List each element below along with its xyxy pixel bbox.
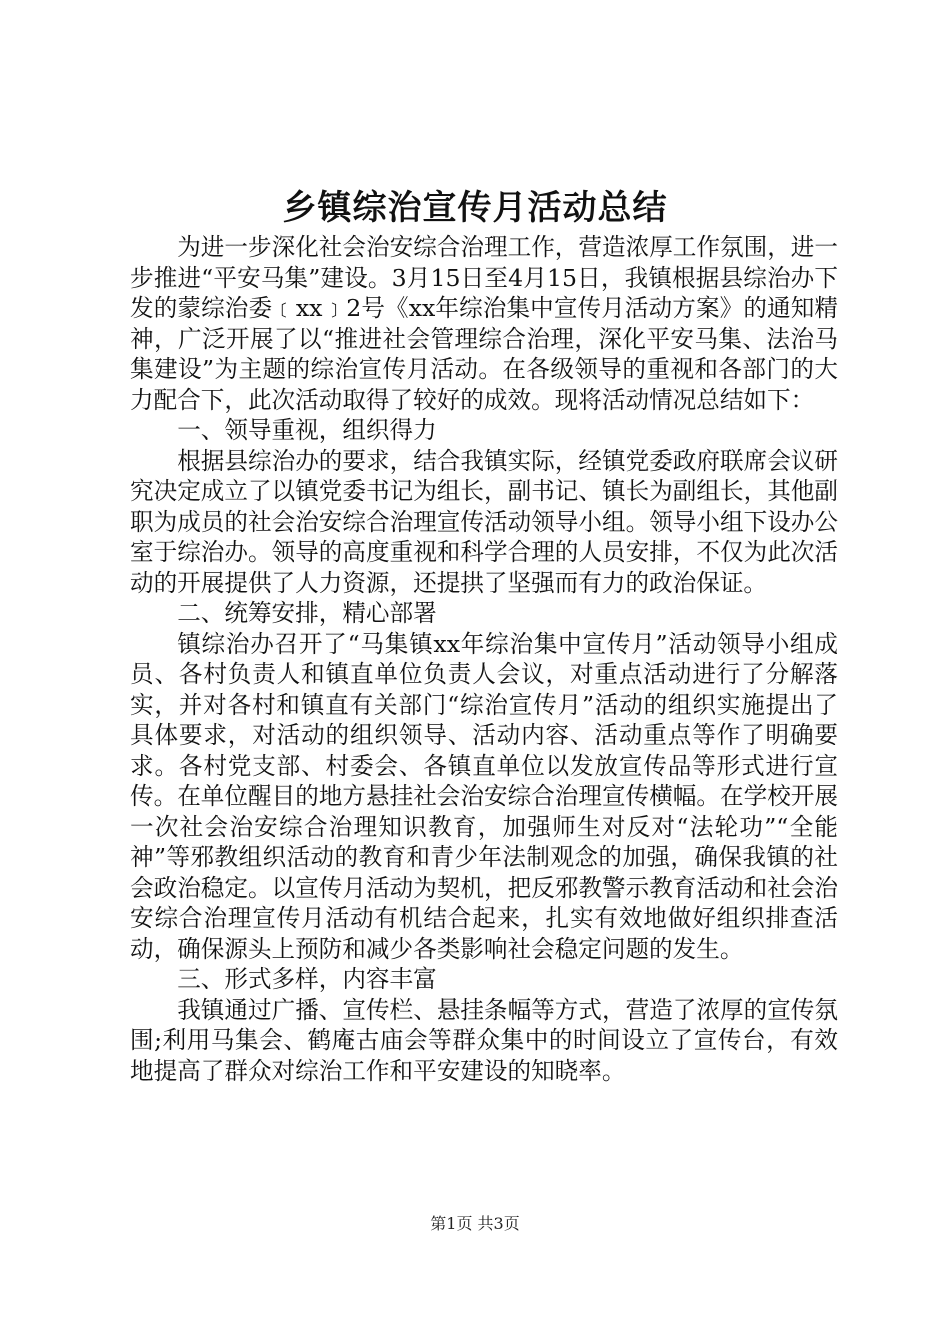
intro-paragraph: 为进一步深化社会治安综合治理工作，营造浓厚工作氛围，进一步推进“平安马集”建设。3月15日至4月15日，我镇根据县综治办下发的蒙综治委﹝xx﹞2号《xx年综治集中宣传月活动方案》的通知精神，广泛开展了以“推进社会管理综合治理，深化平安马集、法治马集建设”为主题的综治宣传月活动。在各级领导的重视和各部门的大力配合下，此次活动取得了较好的成效。现将活动情况总结如下： [130, 233, 838, 414]
document-body [130, 232, 838, 1086]
section-paragraph-2: 镇综治办召开了“马集镇xx年综治集中宣传月”活动领导小组成员、各村负责人和镇直单位负责人会议，对重点活动进行了分解落实，并对各村和镇直有关部门“综治宣传月”活动的组织实施提出了具体要求，对活动的组织领导、活动内容、活动重点等作了明确要求。各村党支部、村委会、各镇直单位以发放宣传品等形式进行宣传。在单位醒目的地方悬挂社会治安综合治理宣传横幅。在学校开展一次社会治安综合治理知识教育，加强师生对反对“法轮功”“全能神”等邪教组织活动的教育和青少年法制观念的加强，确保我镇的社会政治稳定。以宣传月活动为契机，把反邪教警示教育活动和社会治安综合治理宣传月活动有机结合起来，扎实有效地做好组织排查活动，确保源头上预防和减少各类影响社会稳定问题的发生。 [130, 629, 838, 963]
page-footer: 第1页 共3页 [430, 1214, 520, 1233]
section-heading-2: 二、统筹安排，精心部署 [177, 599, 437, 627]
section-heading-3: 三、形式多样，内容丰富 [177, 965, 437, 993]
section-paragraph-1: 根据县综治办的要求，结合我镇实际，经镇党委政府联席会议研究决定成立了以镇党委书记为组长，副书记、镇长为副组长，其他副职为成员的社会治安综合治理宣传活动领导小组。领导小组下设办公室于综治办。领导的高度重视和科学合理的人员安排，不仅为此次活动的开展提供了人力资源，还提拱了坚强而有力的政治保证。 [130, 446, 838, 597]
section-heading-1: 一、领导重视，组织得力 [177, 416, 437, 444]
section-paragraph-3: 我镇通过广播、宣传栏、悬挂条幅等方式，营造了浓厚的宣传氛围;利用马集会、鹤庵古庙会等群众集中的时间设立了宣传台，有效地提高了群众对综治工作和平安建设的知晓率。 [130, 995, 838, 1085]
document-title: 乡镇综治宣传月活动总结 [282, 188, 668, 228]
